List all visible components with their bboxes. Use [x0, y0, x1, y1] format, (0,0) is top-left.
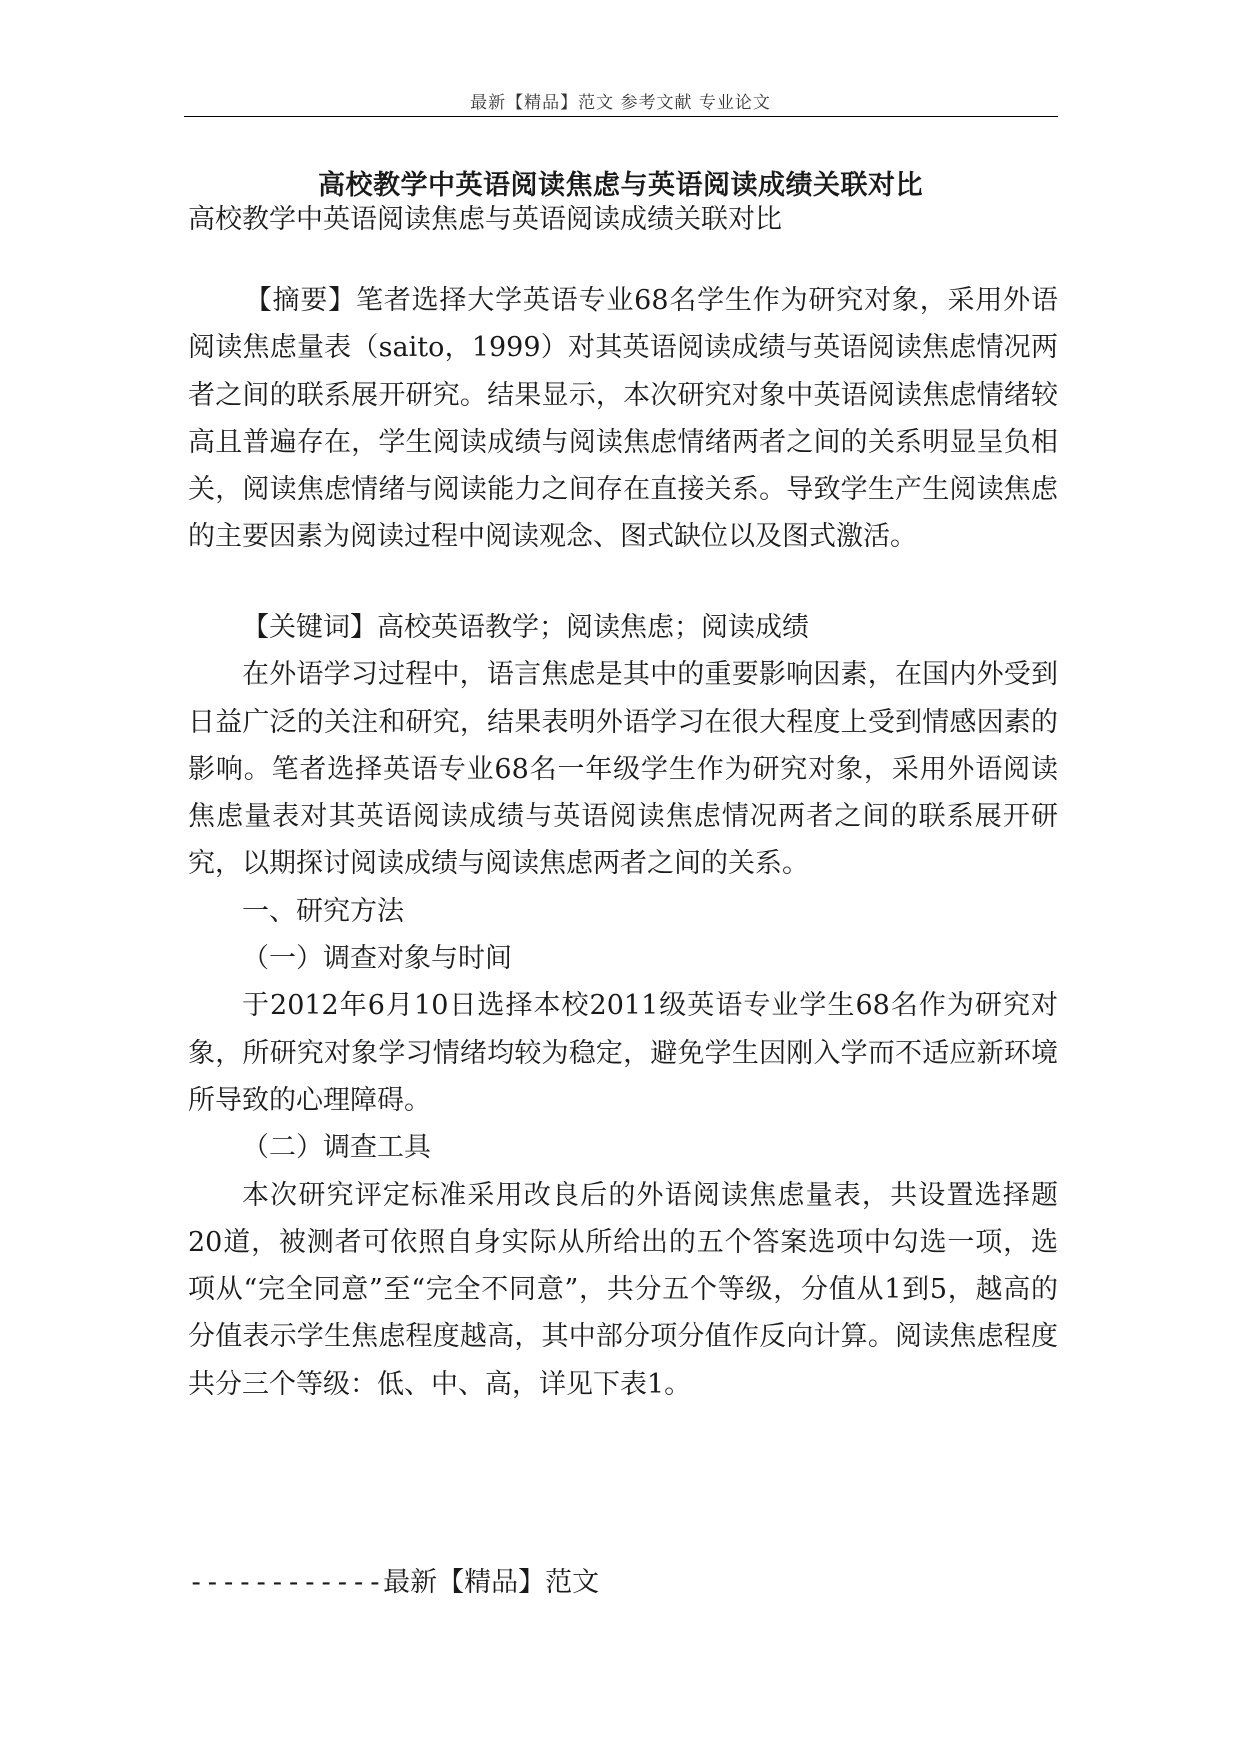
abstract-paragraph: 【摘要】笔者选择大学英语专业68名学生作为研究对象，采用外语阅读焦虑量表（saito，1999）对其英语阅读成绩与英语阅读焦虑情况两者之间的联系展开研究。结果显示，本次研究对象中英语阅读焦虑情绪较高且普遍存在，学生阅读成绩与阅读焦虑情绪两者之间的关系明显呈负相关，阅读焦虑情绪与阅读能力之间存在直接关系。导致学生产生阅读焦虑的主要因素为阅读过程中阅读观念、图式缺位以及图式激活。 [188, 285, 1058, 553]
page-header: 最新【精品】范文 参考文献 专业论文 [470, 93, 771, 113]
subsection-paragraph-2: 本次研究评定标准采用改良后的外语阅读焦虑量表，共设置选择题20道，被测者可依照自身实际从所给出的五个答案选项中勾选一项，选项从“完全同意”至“完全不同意”，共分五个等级，分值从1到5，越高的分值表示学生焦虑程度越高，其中部分项分值作反向计算。阅读焦虑程度共分三个等级：低、中、高，详见下表1。 [188, 1179, 1058, 1400]
subsection-heading-1: （一）调查对象与时间 [242, 943, 512, 975]
document-title: 高校教学中英语阅读焦虑与英语阅读成绩关联对比 [318, 170, 923, 201]
intro-paragraph: 在外语学习过程中，语言焦虑是其中的重要影响因素，在国内外受到日益广泛的关注和研究，结果表明外语学习在很大程度上受到情感因素的影响。笔者选择英语专业68名一年级学生作为研究对象，采用外语阅读焦虑量表对其英语阅读成绩与英语阅读焦虑情况两者之间的联系展开研究，以期探讨阅读成绩与阅读焦虑两者之间的关系。 [188, 659, 1058, 880]
abstract-block [188, 277, 1058, 561]
page-footer: ------------最新【精品】范文 [188, 1567, 600, 1598]
header-divider [184, 116, 1058, 117]
document-subtitle [188, 196, 1058, 243]
main-body [188, 604, 1058, 1408]
subtitle-text: 高校教学中英语阅读焦虑与英语阅读成绩关联对比 [188, 204, 782, 235]
section-heading: 一、研究方法 [242, 895, 404, 927]
keywords-paragraph: 【关键词】高校英语教学；阅读焦虑；阅读成绩 [242, 612, 809, 643]
subsection-paragraph-1: 于2012年6月10日选择本校2011级英语专业学生68名作为研究对象，所研究对象学习情绪均较为稳定，避免学生因刚入学而不适应新环境所导致的心理障碍。 [188, 990, 1058, 1116]
subsection-heading-2: （二）调查工具 [242, 1132, 431, 1164]
